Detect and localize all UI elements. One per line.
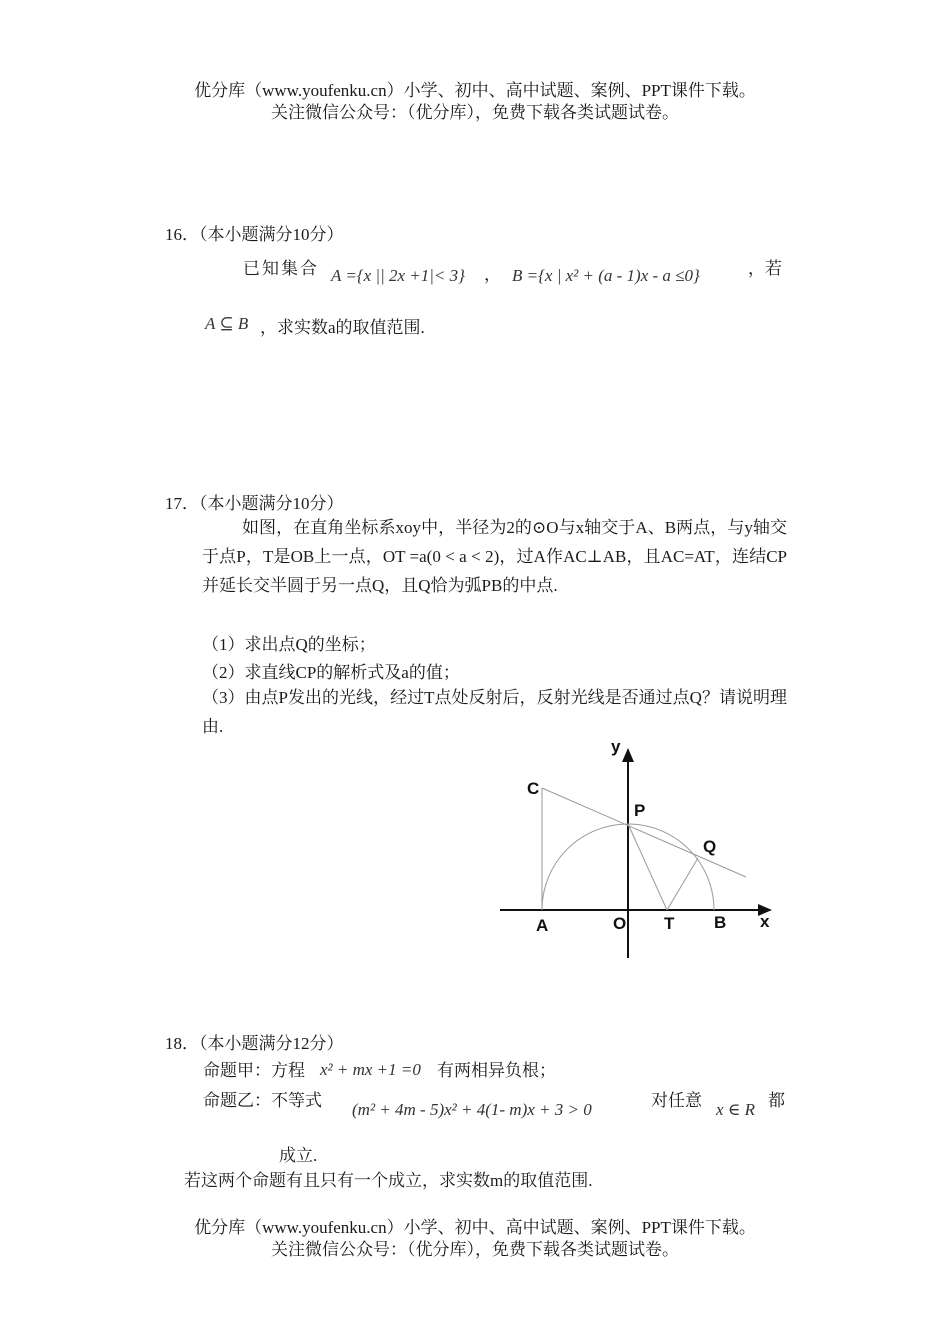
q16-set-b: B ={x | x² + (a - 1)x - a ≤0} [512, 266, 700, 285]
q18-yi-tail: 成立. [279, 1146, 318, 1165]
y-axis-arrow [622, 748, 634, 762]
q17-part-2: （2）求直线CP的解析式及a的值； [202, 663, 460, 682]
q16-set-a: A ={x || 2x +1|< 3} [331, 266, 465, 285]
q18-conclusion: 若这两个命题有且只有一个成立，求实数m的取值范围. [184, 1171, 593, 1190]
q16-subset: A ⊆ B [205, 314, 249, 333]
segment-pt [628, 824, 667, 910]
q18-yi-inequality: (m² + 4m - 5)x² + 4(1- m)x + 3 > 0 [352, 1100, 592, 1119]
label-a: A [536, 916, 549, 935]
q16-tail: ，求实数a的取值范围. [260, 318, 425, 337]
label-y: y [611, 737, 621, 756]
header-line-2: 关注微信公众号：（优分库），免费下载各类试题试卷。 [271, 103, 679, 122]
label-x: x [760, 912, 770, 931]
label-q: Q [703, 837, 717, 856]
segment-tq [667, 858, 698, 910]
q18-yi-domain: x ∈ R [716, 1100, 756, 1119]
label-t: T [664, 914, 675, 933]
q17-part-1: （1）求出点Q的坐标； [202, 635, 376, 654]
q16-heading: 16．（本小题满分10分） [165, 225, 344, 244]
footer-line-2: 关注微信公众号：（优分库），免费下载各类试题试卷。 [271, 1240, 679, 1259]
q18-yi-label: 命题乙：不等式 [203, 1091, 322, 1110]
label-o: O [613, 914, 627, 933]
q17-heading: 17．（本小题满分10分） [165, 494, 344, 513]
q16-lead: 已知集合 [243, 259, 319, 278]
q18-yi-mid: 对任意 [651, 1091, 702, 1110]
q18-heading: 18．（本小题满分12分） [165, 1034, 344, 1053]
footer-line-1: 优分库（www.youfenku.cn）小学、初中、高中试题、案例、PPT课件下载。 [194, 1218, 756, 1237]
q18-jia-equation: x² + mx +1 =0 [320, 1060, 421, 1079]
q18-yi-end: 都 [768, 1091, 785, 1110]
label-c: C [527, 779, 540, 798]
geometry-figure [490, 730, 790, 965]
label-b: B [714, 913, 727, 932]
q16-comma: ， [484, 265, 501, 284]
q17-part-3: （3）由点P发出的光线，经过T点处反射后，反射光线是否通过点Q？请说明理由. [202, 688, 787, 736]
q16-ruo: ，若 [748, 259, 782, 278]
q18-jia-label: 命题甲：方程 [203, 1061, 305, 1080]
label-p: P [634, 801, 646, 820]
q17-body: 如图，在直角坐标系xoy中，半径为2的⊙O与x轴交于A、B两点，与y轴交于点P，T是OB上一点，OT =a(0 < a < 2)，过A作AC⊥AB，且AC=AT，连结CP并延长交半圆于另一点Q，且Q恰为弧PB的中点. [202, 518, 787, 595]
q18-jia-tail: 有两相异负根； [437, 1061, 556, 1080]
header-line-1: 优分库（www.youfenku.cn）小学、初中、高中试题、案例、PPT课件下载。 [194, 81, 756, 100]
